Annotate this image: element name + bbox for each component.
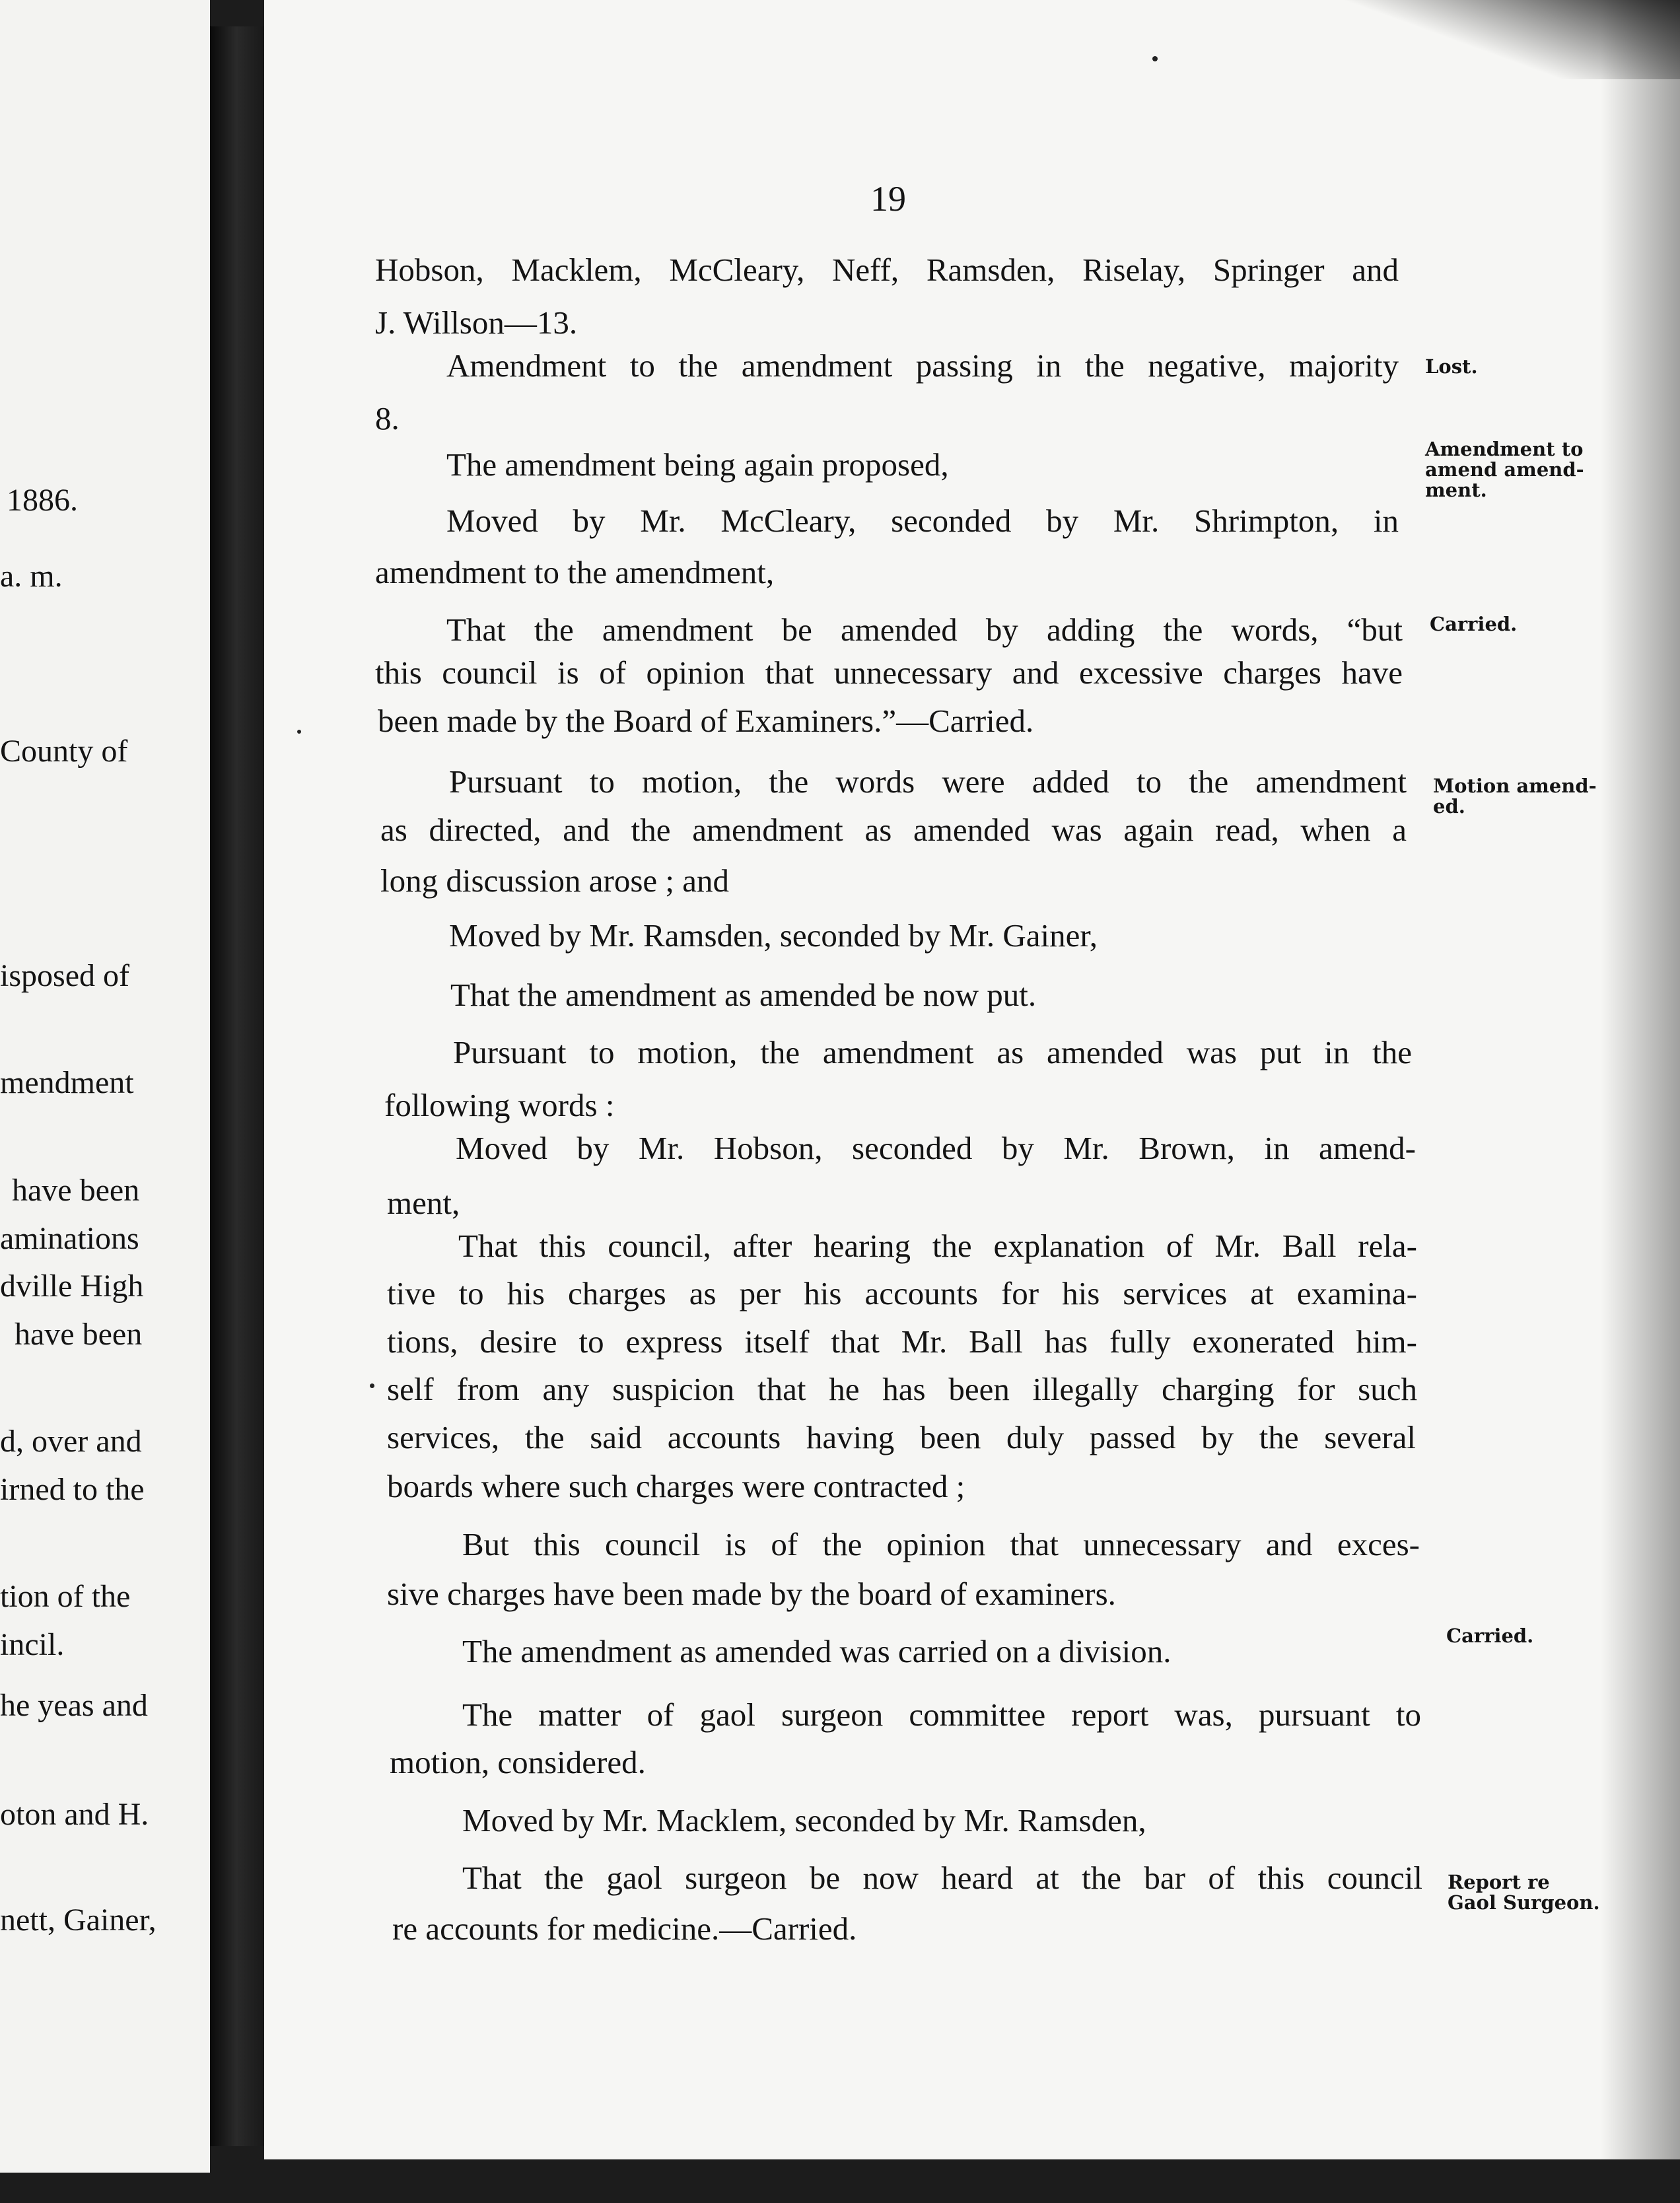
left-fragment: he yeas and [0, 1688, 148, 1723]
left-fragment: aminations [0, 1221, 139, 1256]
margin-note-motion-amended: Motion amend- ed. [1433, 775, 1597, 818]
print-speck [1152, 56, 1158, 61]
text-line: long discussion arose ; and [380, 862, 730, 899]
text-line: The amendment being again proposed, [446, 446, 949, 483]
text-line: Pursuant to motion, the words were added to the amendment [449, 763, 1407, 800]
text-line: That the amendment as amended be now put. [450, 977, 1037, 1013]
left-fragment: have been [12, 1173, 140, 1208]
text-line: 8. [375, 400, 400, 437]
text-line: amendment to the amendment, [375, 554, 775, 590]
margin-note-report-re-gaol-surgeon: Report re Gaol Surgeon. [1448, 1871, 1600, 1914]
left-fragment: oton and H. [0, 1797, 149, 1832]
text-line: That this council, after hearing the explanation of Mr. Ball rela- [458, 1228, 1417, 1264]
text-line: tions, desire to express itself that Mr. Ball has fully exonerated him- [387, 1323, 1417, 1360]
text-line: Amendment to the amendment passing in the negative, majority [446, 347, 1399, 384]
text-line: The amendment as amended was carried on a division. [462, 1633, 1172, 1669]
text-line: sive charges have been made by the board of examiners. [387, 1576, 1116, 1612]
text-line: Moved by Mr. Macklem, seconded by Mr. Ramsden, [462, 1802, 1146, 1838]
text-line: J. Willson—13. [375, 304, 578, 341]
left-fragment: a. m. [0, 559, 63, 594]
print-speck [370, 1383, 374, 1388]
left-fragment: irned to the [0, 1472, 145, 1507]
text-line: self from any suspicion that he has been illegally charging for such [387, 1371, 1417, 1407]
page-corner-shadow [1337, 0, 1680, 79]
left-fragment: 1886. [7, 483, 78, 518]
margin-note-amendment-to-amend: Amendment to amend amend- ment. [1425, 438, 1584, 501]
left-fragment: County of [0, 734, 128, 769]
margin-note-carried: Carried. [1446, 1625, 1534, 1647]
text-line: services, the said accounts having been duly passed by the several [387, 1419, 1416, 1455]
left-fragment: dville High [0, 1269, 144, 1304]
left-fragment: d, over and [0, 1424, 142, 1459]
text-line: been made by the Board of Examiners.”—Carried. [378, 703, 1034, 739]
left-fragment: incil. [0, 1627, 65, 1662]
left-fragment: tion of the [0, 1579, 131, 1614]
left-fragment: mendment [0, 1065, 134, 1100]
text-line: ment, [387, 1185, 460, 1221]
margin-note-carried: Carried. [1430, 613, 1518, 635]
text-line: boards where such charges were contracted ; [387, 1468, 965, 1504]
text-line: motion, considered. [390, 1744, 646, 1780]
text-line: as directed, and the amendment as amended was again read, when a [380, 812, 1407, 848]
text-line: That the amendment be amended by adding the words, “but [446, 612, 1403, 648]
text-line: re accounts for medicine.—Carried. [392, 1910, 857, 1947]
left-fragment: nett, Gainer, [0, 1903, 157, 1938]
text-line: this council is of opinion that unnecessary and excessive charges have [375, 654, 1403, 691]
left-fragment: have been [15, 1317, 143, 1352]
text-line: Moved by Mr. Hobson, seconded by Mr. Brown, in amend- [456, 1130, 1416, 1166]
page-edge-shadow [1601, 0, 1680, 2159]
text-line: Pursuant to motion, the amendment as amended was put in the [453, 1034, 1412, 1070]
text-line: Hobson, Macklem, McCleary, Neff, Ramsden, Riselay, Springer and [375, 252, 1399, 288]
text-line: Moved by Mr. Ramsden, seconded by Mr. Gainer, [449, 917, 1098, 954]
text-line: But this council is of the opinion that unnecessary and exces- [462, 1526, 1420, 1562]
text-line: following words : [384, 1087, 615, 1123]
left-fragment: isposed of [0, 958, 129, 993]
text-line: tive to his charges as per his accounts for his services at examina- [387, 1275, 1417, 1311]
page-number: 19 [870, 179, 906, 219]
text-line: Moved by Mr. McCleary, seconded by Mr. Shrimpton, in [446, 503, 1399, 539]
left-page [0, 0, 210, 2173]
text-line: That the gaol surgeon be now heard at the bar of this council [462, 1860, 1422, 1896]
text-line: The matter of gaol surgeon committee report was, pursuant to [462, 1696, 1421, 1733]
print-speck [297, 730, 301, 734]
margin-note-lost: Lost. [1425, 355, 1478, 378]
